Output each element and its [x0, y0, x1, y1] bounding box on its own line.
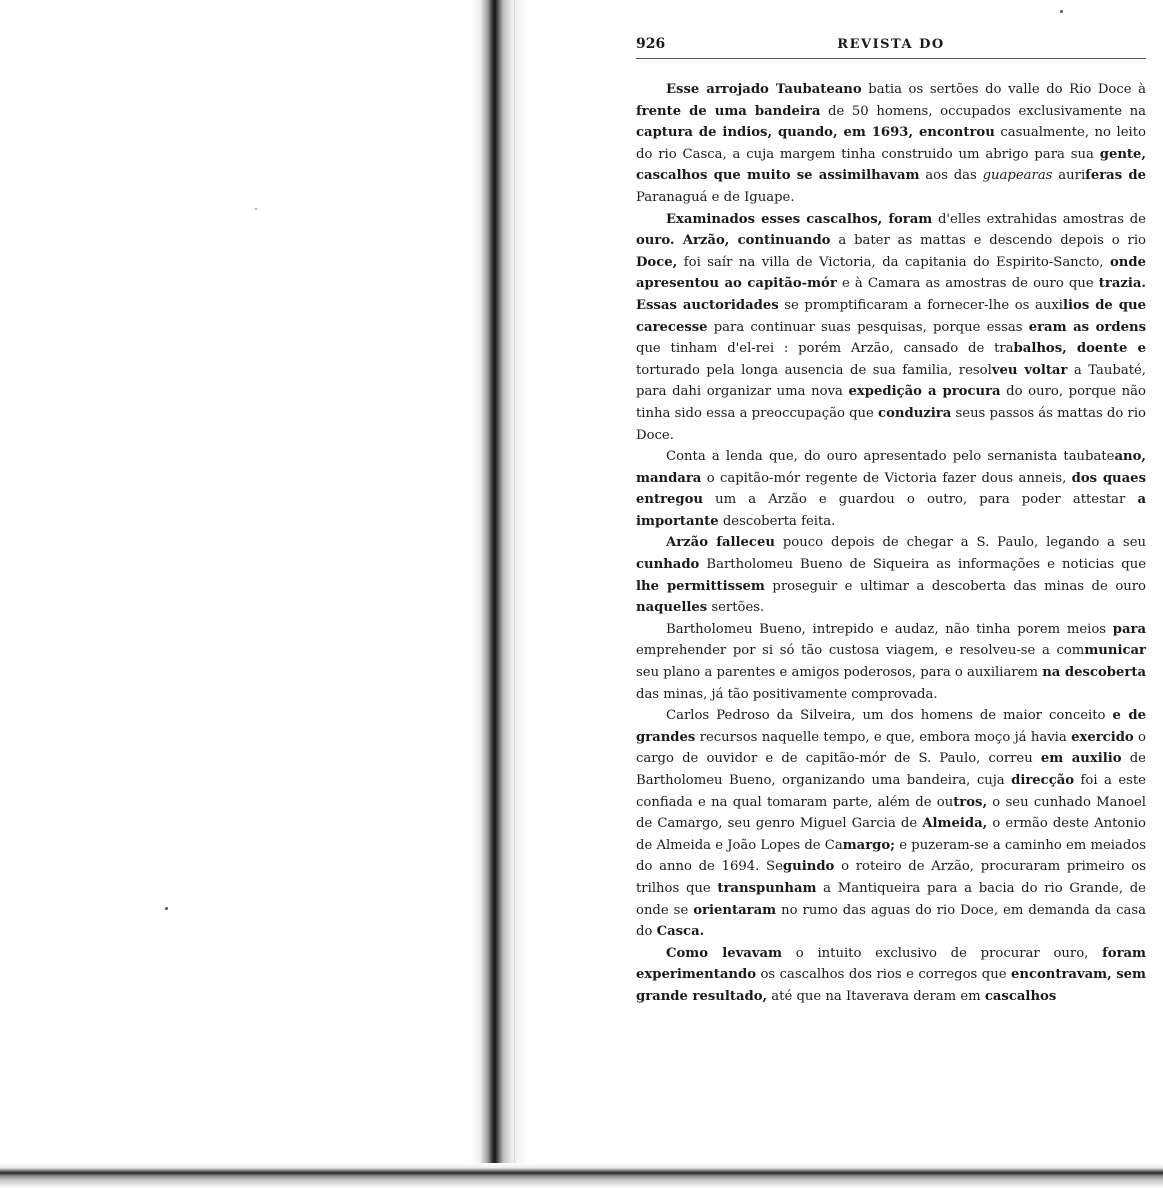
text-run: casualmente, no leito do rio Casca, a cuja margem tinha construido um abrigo para sua: [636, 125, 1146, 162]
text-run: o intuito exclusivo de procurar ouro,: [781, 945, 1103, 961]
book-gutter: [470, 0, 530, 1188]
bold-run: na descoberta: [1042, 665, 1146, 681]
paragraph: [636, 532, 1146, 618]
text-run: que tinham d'el-rei : porém Arzão, cansado de tra: [636, 341, 1014, 357]
bold-run: Examinados esses cascalhos, foram: [666, 211, 933, 227]
text-run: foi a este confiada e na qual tomaram parte, além de ou: [636, 773, 1146, 810]
bold-run: lhe permittissem: [636, 578, 765, 594]
text-run: de 50 homens, occupados exclusivamente na: [820, 103, 1146, 119]
italic-run: guapearas: [982, 168, 1053, 184]
bold-run: sem grande resultado,: [636, 967, 1146, 1004]
text-run: pouco depois de chegar a S. Paulo, legando a seu: [774, 535, 1146, 551]
book-page: [636, 34, 1146, 1008]
bold-run: ouro. Arzão, continuando: [636, 233, 831, 249]
text-run: Conta a lenda que, do ouro apresentado pelo sernanista taubate: [666, 449, 1115, 465]
gutter-edge-line: [514, 0, 515, 1188]
text-run: Bartholomeu Bueno, intrepido e audaz, não tinha porem meios: [666, 621, 1113, 637]
bold-run: expedição a procura: [848, 384, 1001, 400]
bold-run: feras de: [1085, 168, 1146, 184]
text-run: até que na Itaverava deram em: [767, 988, 985, 1004]
paragraph: [636, 619, 1146, 705]
text-run: do ouro, porque não tinha sido essa a preoccupação que: [636, 384, 1146, 421]
text-run: seu plano a parentes e amigos poderosos, para o auxiliarem: [636, 665, 1043, 681]
text-run: o seu cunhado Manoel de Camargo, seu genro Miguel Garcia de: [636, 794, 1146, 832]
bold-run: e de grandes: [636, 708, 1147, 745]
paragraph: [636, 209, 1146, 447]
bold-run: Esse arrojado Taubateano: [666, 82, 862, 97]
bold-run: lios de que carecesse: [636, 297, 1146, 335]
text-run: se promptificaram a fornecer-lhe os auxi: [778, 297, 1063, 313]
text-run: sertões.: [707, 600, 765, 616]
bold-run: ano, mandara: [636, 449, 1146, 486]
text-run: proseguir e ultimar a descoberta das minas de ouro: [764, 578, 1146, 594]
text-run: o capitão-mór regente de Victoria fazer dous anneis,: [701, 470, 1072, 486]
bold-run: Como levavam: [666, 945, 782, 961]
text-run: aos das: [919, 168, 983, 184]
text-run: os cascalhos dos rios e corregos que: [756, 967, 1011, 983]
bold-run: Casca.: [656, 924, 705, 940]
text-run: um a Arzão e guardou o outro, para poder attestar: [703, 492, 1138, 508]
text-run: emprehender por si só tão custosa viagem, e resolveu-se a com: [636, 643, 1085, 659]
bold-run: transpunham: [717, 880, 817, 896]
bold-run: duzira: [904, 405, 952, 421]
bold-run: Doce,: [636, 254, 678, 270]
bold-run: para: [1112, 621, 1146, 637]
bold-run: captura de indios, quando, em 1693, encontrou: [636, 125, 995, 141]
text-run: a Mantiqueira para a bacia do rio Grande, de onde se: [636, 880, 1146, 918]
text-run: auri: [1052, 168, 1086, 184]
bold-run: balhos, doente e: [1013, 341, 1146, 357]
paragraph: [636, 943, 1146, 1008]
text-run: e à Camara as amostras de ouro que: [836, 276, 1099, 292]
running-head: [636, 34, 1146, 59]
text-run: Carlos Pedroso da Silveira, um dos homens de maior conceito: [666, 708, 1113, 724]
page-header-title: REVISTA DO: [837, 37, 945, 52]
bold-run: tros,: [953, 794, 988, 810]
text-run: recursos naquelle tempo, e que, embora moço já havia: [695, 729, 1072, 745]
text-run: a Taubaté, para dahi organizar uma nova: [636, 362, 1146, 400]
text-run: foi saír na villa de Victoria, da capitania do Espirito-Sancto,: [677, 254, 1110, 270]
bold-run: dos quaes entregou: [636, 470, 1146, 508]
scan-speck: [165, 907, 168, 910]
bold-run: perimentando: [652, 967, 757, 983]
bold-run: orientaram: [693, 902, 777, 918]
bold-run: onde apresentou ao capitão-mór: [636, 254, 1146, 292]
bold-run: con: [878, 405, 905, 421]
text-run: no rumo das aguas do rio Doce, em demanda da casa do: [636, 902, 1146, 940]
bold-run: eram as ordens: [1028, 319, 1146, 335]
bold-run: em auxilio: [1040, 751, 1122, 767]
bold-run: municar: [1084, 643, 1146, 659]
bold-run: Arzão falleceu: [666, 535, 775, 551]
scan-speck: [255, 208, 257, 210]
text-run: Paranaguá e de Iguape.: [636, 189, 795, 205]
bold-run: cunhado: [636, 557, 700, 573]
text-run: o cargo de ouvidor e de capitão-mór de S. Paulo, correu: [636, 729, 1146, 767]
paragraph: [636, 79, 1146, 209]
text-run: de Bartholomeu Bueno, organizando uma bandeira, cuja: [636, 751, 1146, 788]
bold-run: veu voltar: [991, 362, 1068, 378]
scan-bottom-edge: [0, 1163, 1163, 1188]
bold-run: a importante: [636, 492, 1146, 529]
bold-run: naquelles: [636, 600, 708, 616]
page-number: 926: [636, 36, 666, 52]
text-run: o roteiro de Arzão, procuraram primeiro os trilhos que: [636, 859, 1147, 896]
bold-run: Almeida,: [922, 816, 988, 832]
bold-run: frente de uma bandeira: [636, 103, 821, 119]
bold-run: cascalhos: [984, 988, 1057, 1004]
text-run: a bater as mattas e descendo depois o rio: [830, 233, 1146, 249]
text-run: e puzeram-se a caminho em meiados do anno de 1694. Se: [636, 837, 1147, 875]
bold-run: exercido: [1071, 729, 1134, 745]
bold-run: gente, cascalhos que muito se assimilhavam: [636, 146, 1146, 184]
bold-run: margo;: [842, 837, 896, 853]
bold-run: guindo: [782, 859, 835, 875]
text-run: descoberta feita.: [718, 513, 836, 529]
paragraph: [636, 446, 1146, 532]
bold-run: encontravam,: [1011, 967, 1112, 983]
text-run: o ermão deste Antonio de Almeida e João Lopes de Ca: [636, 816, 1146, 853]
scan-speck: [1060, 10, 1063, 13]
bold-run: foram ex: [636, 945, 1147, 983]
text-run: batia os sertões do valle do Rio Doce à: [861, 82, 1146, 97]
text-run: torturado pela longa ausencia de sua familia, resol: [636, 362, 992, 378]
bold-run: trazia. Essas auctoridades: [636, 276, 1146, 313]
paragraph: [636, 705, 1146, 943]
text-run: Bartholomeu Bueno de Siqueira as informações e noticias que: [699, 557, 1146, 573]
text-run: d'elles extrahidas amostras de: [932, 211, 1146, 227]
bold-run: direcção: [1011, 773, 1075, 788]
text-run: das minas, já tão positivamente comprovada.: [636, 686, 938, 702]
text-run: seus passos ás mattas do rio Doce.: [636, 405, 1146, 443]
text-run: para continuar suas pesquisas, porque essas: [707, 319, 1029, 335]
body-text: [636, 79, 1146, 1008]
